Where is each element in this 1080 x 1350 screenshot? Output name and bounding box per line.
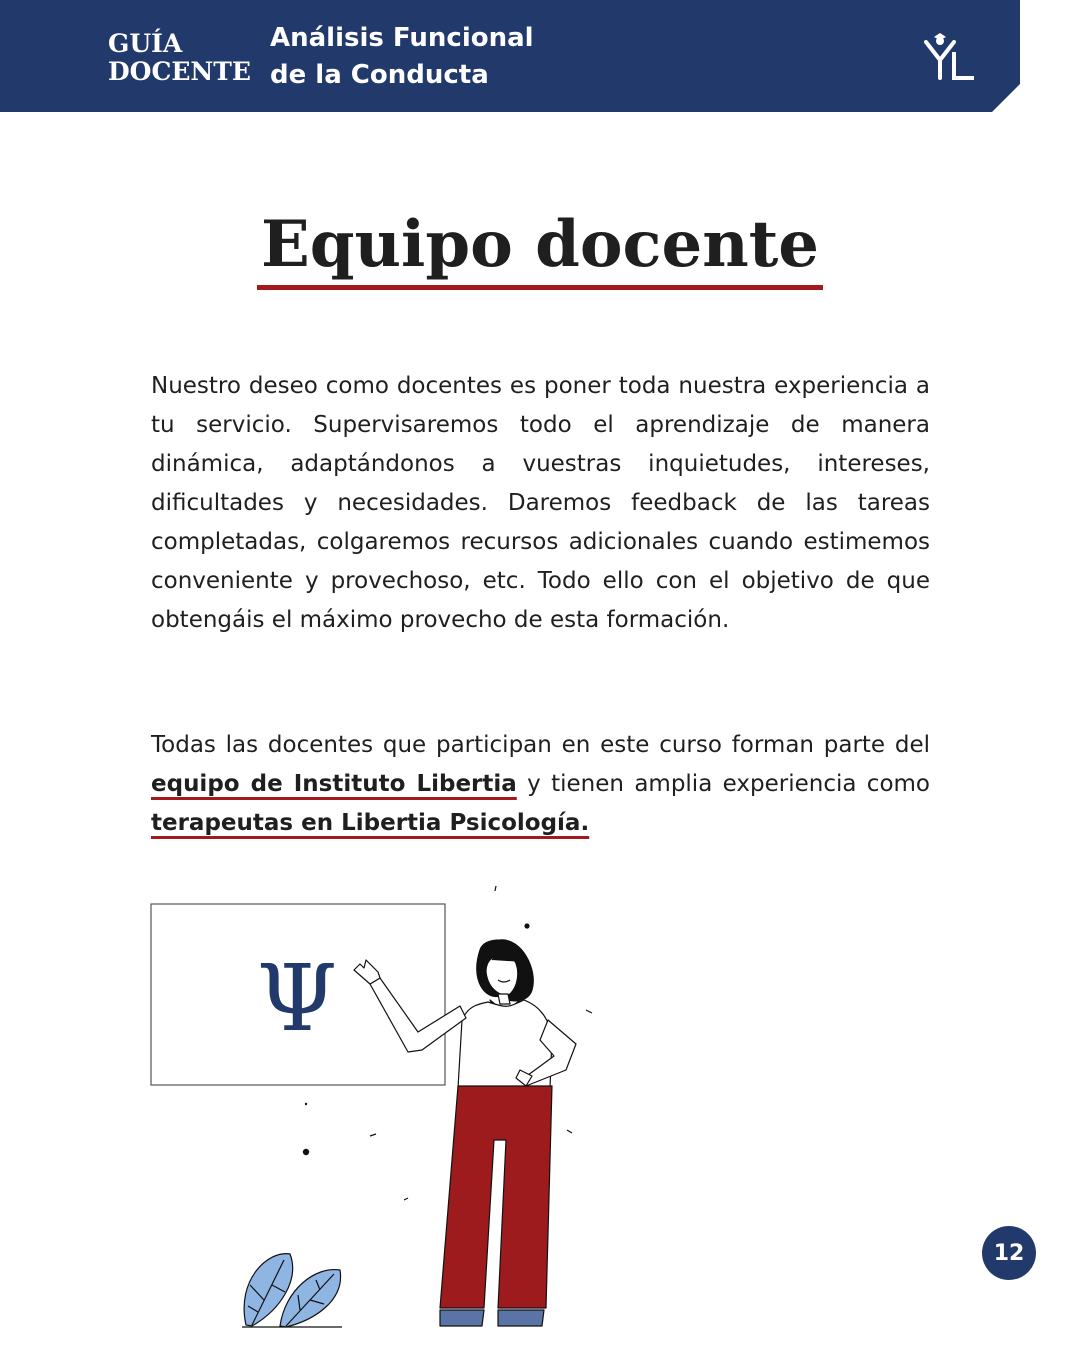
team-paragraph bbox=[151, 726, 930, 843]
intro-paragraph: Nuestro deseo como docentes es poner toda nuestra experiencia a tu servicio. Supervisaremos todo el aprendizaje de manera dinámica, adaptándonos a vuestras inquietudes, intereses, dificultades y necesidades. Daremos feedback de las tareas completadas, colgaremos recursos adicionales cuando estimemos conveniente y provechoso, etc. Todo ello con el objetivo de que obtengáis el máximo provecho de esta formación. bbox=[151, 373, 930, 633]
page-title: Equipo docente bbox=[257, 205, 823, 290]
brand-label bbox=[108, 30, 251, 86]
course-title bbox=[270, 20, 534, 94]
whiteboard-icon bbox=[151, 904, 445, 1085]
brand-line-1: GUÍA bbox=[108, 29, 183, 58]
instituto-libertia-link[interactable]: equipo de Instituto Libertia bbox=[151, 771, 517, 797]
course-title-line-2: de la Conducta bbox=[270, 60, 489, 90]
teacher-illustration bbox=[140, 880, 640, 1340]
teacher-figure-icon bbox=[354, 940, 576, 1326]
team-paragraph-text-2: y tienen amplia experiencia como bbox=[516, 771, 930, 797]
psi-symbol: Ψ bbox=[256, 945, 338, 1052]
instituto-libertia-logo-icon bbox=[922, 30, 978, 86]
team-paragraph-text-1: Todas las docentes que participan en este curso forman parte del bbox=[151, 732, 930, 758]
course-title-line-1: Análisis Funcional bbox=[270, 23, 534, 53]
brand-line-2: DOCENTE bbox=[108, 57, 251, 86]
page-title-wrap bbox=[0, 205, 1080, 290]
page-number-badge: 12 bbox=[982, 1226, 1036, 1280]
plant-icon bbox=[242, 1254, 342, 1327]
libertia-psicologia-link[interactable]: terapeutas en Libertia Psicología. bbox=[151, 810, 590, 836]
